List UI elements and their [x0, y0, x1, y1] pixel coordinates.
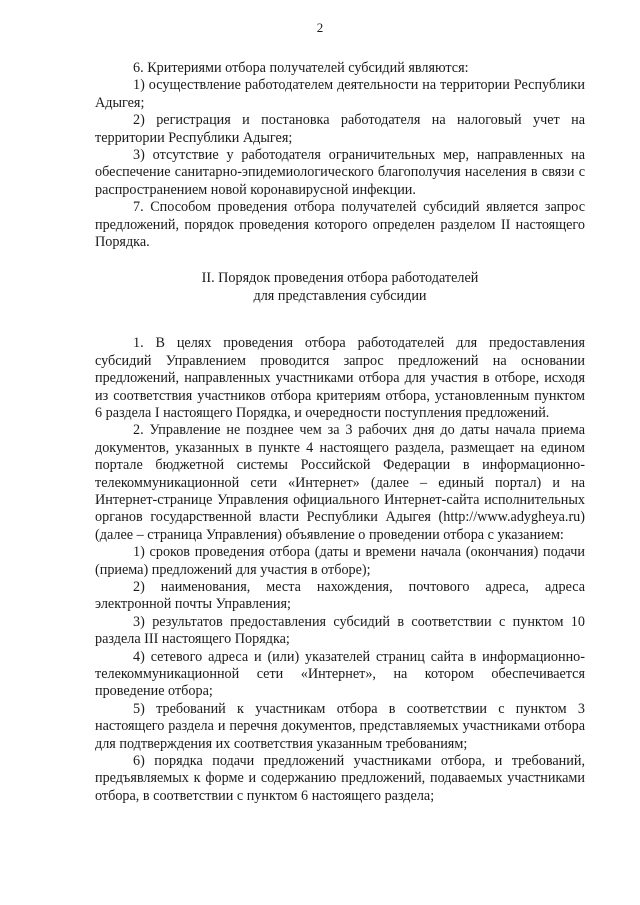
- section-heading: [95, 270, 585, 305]
- criterion-3-paragraph: 3) отсутствие у работодателя ограничительных мер, направленных на обеспечение санитарно-эпидемиологического благополучия населения в связи с распространением новой коронавирусной инфекции.: [95, 147, 585, 198]
- announcement-item-5-paragraph: 5) требований к участникам отбора в соответствии с пунктом 3 настоящего раздела и перечня документов, представляемых участниками отбора для подтверждения их соответствия указанным требованиям;: [95, 700, 585, 752]
- section-heading-line-1: II. Порядок проведения отбора работодателей: [201, 270, 479, 287]
- document-body: [95, 60, 585, 805]
- criterion-2-paragraph: 2) регистрация и постановка работодателя на налоговый учет на территории Республики Адыгея;: [95, 112, 585, 146]
- page-number: 2: [316, 20, 324, 35]
- section2-item-1-paragraph: 1. В целях проведения отбора работодателей для предоставления субсидий Управлением проводится запрос предложений на основании предложений, направленных участниками отбора для участия в отборе, исходя из соответствия участников отбора критериям отбора, установленным пунктом 6 раздела I настоящего Порядка, и очередности поступления предложений.: [95, 335, 585, 421]
- announcement-item-1-paragraph: 1) сроков проведения отбора (даты и времени начала (окончания) подачи (приема) предложений для участия в отборе);: [95, 544, 585, 578]
- announcement-item-3-paragraph: 3) результатов предоставления субсидий в соответствии с пунктом 10 раздела III настоящего Порядка;: [95, 613, 585, 648]
- selection-method-paragraph: 7. Способом проведения отбора получателей субсидий является запрос предложений, порядок проведения которого определен разделом II настоящего Порядка.: [95, 199, 585, 251]
- announcement-item-4-paragraph: 4) сетевого адреса и (или) указателей страниц сайта в информационно-телекоммуникационной сети «Интернет», на котором обеспечивается проведение отбора;: [95, 648, 585, 700]
- criteria-intro-paragraph: 6. Критериями отбора получателей субсидий являются:: [133, 60, 469, 76]
- criterion-1-paragraph: 1) осуществление работодателем деятельности на территории Республики Адыгея;: [95, 77, 585, 111]
- section2-item-2-paragraph: 2. Управление не позднее чем за 3 рабочих дня до даты начала приема документов, указанных в пункте 4 настоящего раздела, размещает на едином портале бюджетной системы Российской Федерации в информационно-телекоммуникационной сети «Интернет» (далее – единый портал) и на Интернет-странице Управления официального Интернет-сайта исполнительных органов государственной власти Республики Адыгея (http://www.adygheya.ru) (далее – страница Управления) объявление о проведении отбора с указанием:: [95, 422, 585, 543]
- announcement-item-6-paragraph: 6) порядка подачи предложений участниками отбора, и требований, предъявляемых к форме и содержанию предложений, подаваемых участниками отбора, в соответствии с пунктом 6 настоящего раздела;: [95, 753, 585, 804]
- announcement-item-2-paragraph: 2) наименования, места нахождения, почтового адреса, адреса электронной почты Управления;: [95, 578, 585, 613]
- section-heading-line-2: для представления субсидии: [253, 287, 427, 304]
